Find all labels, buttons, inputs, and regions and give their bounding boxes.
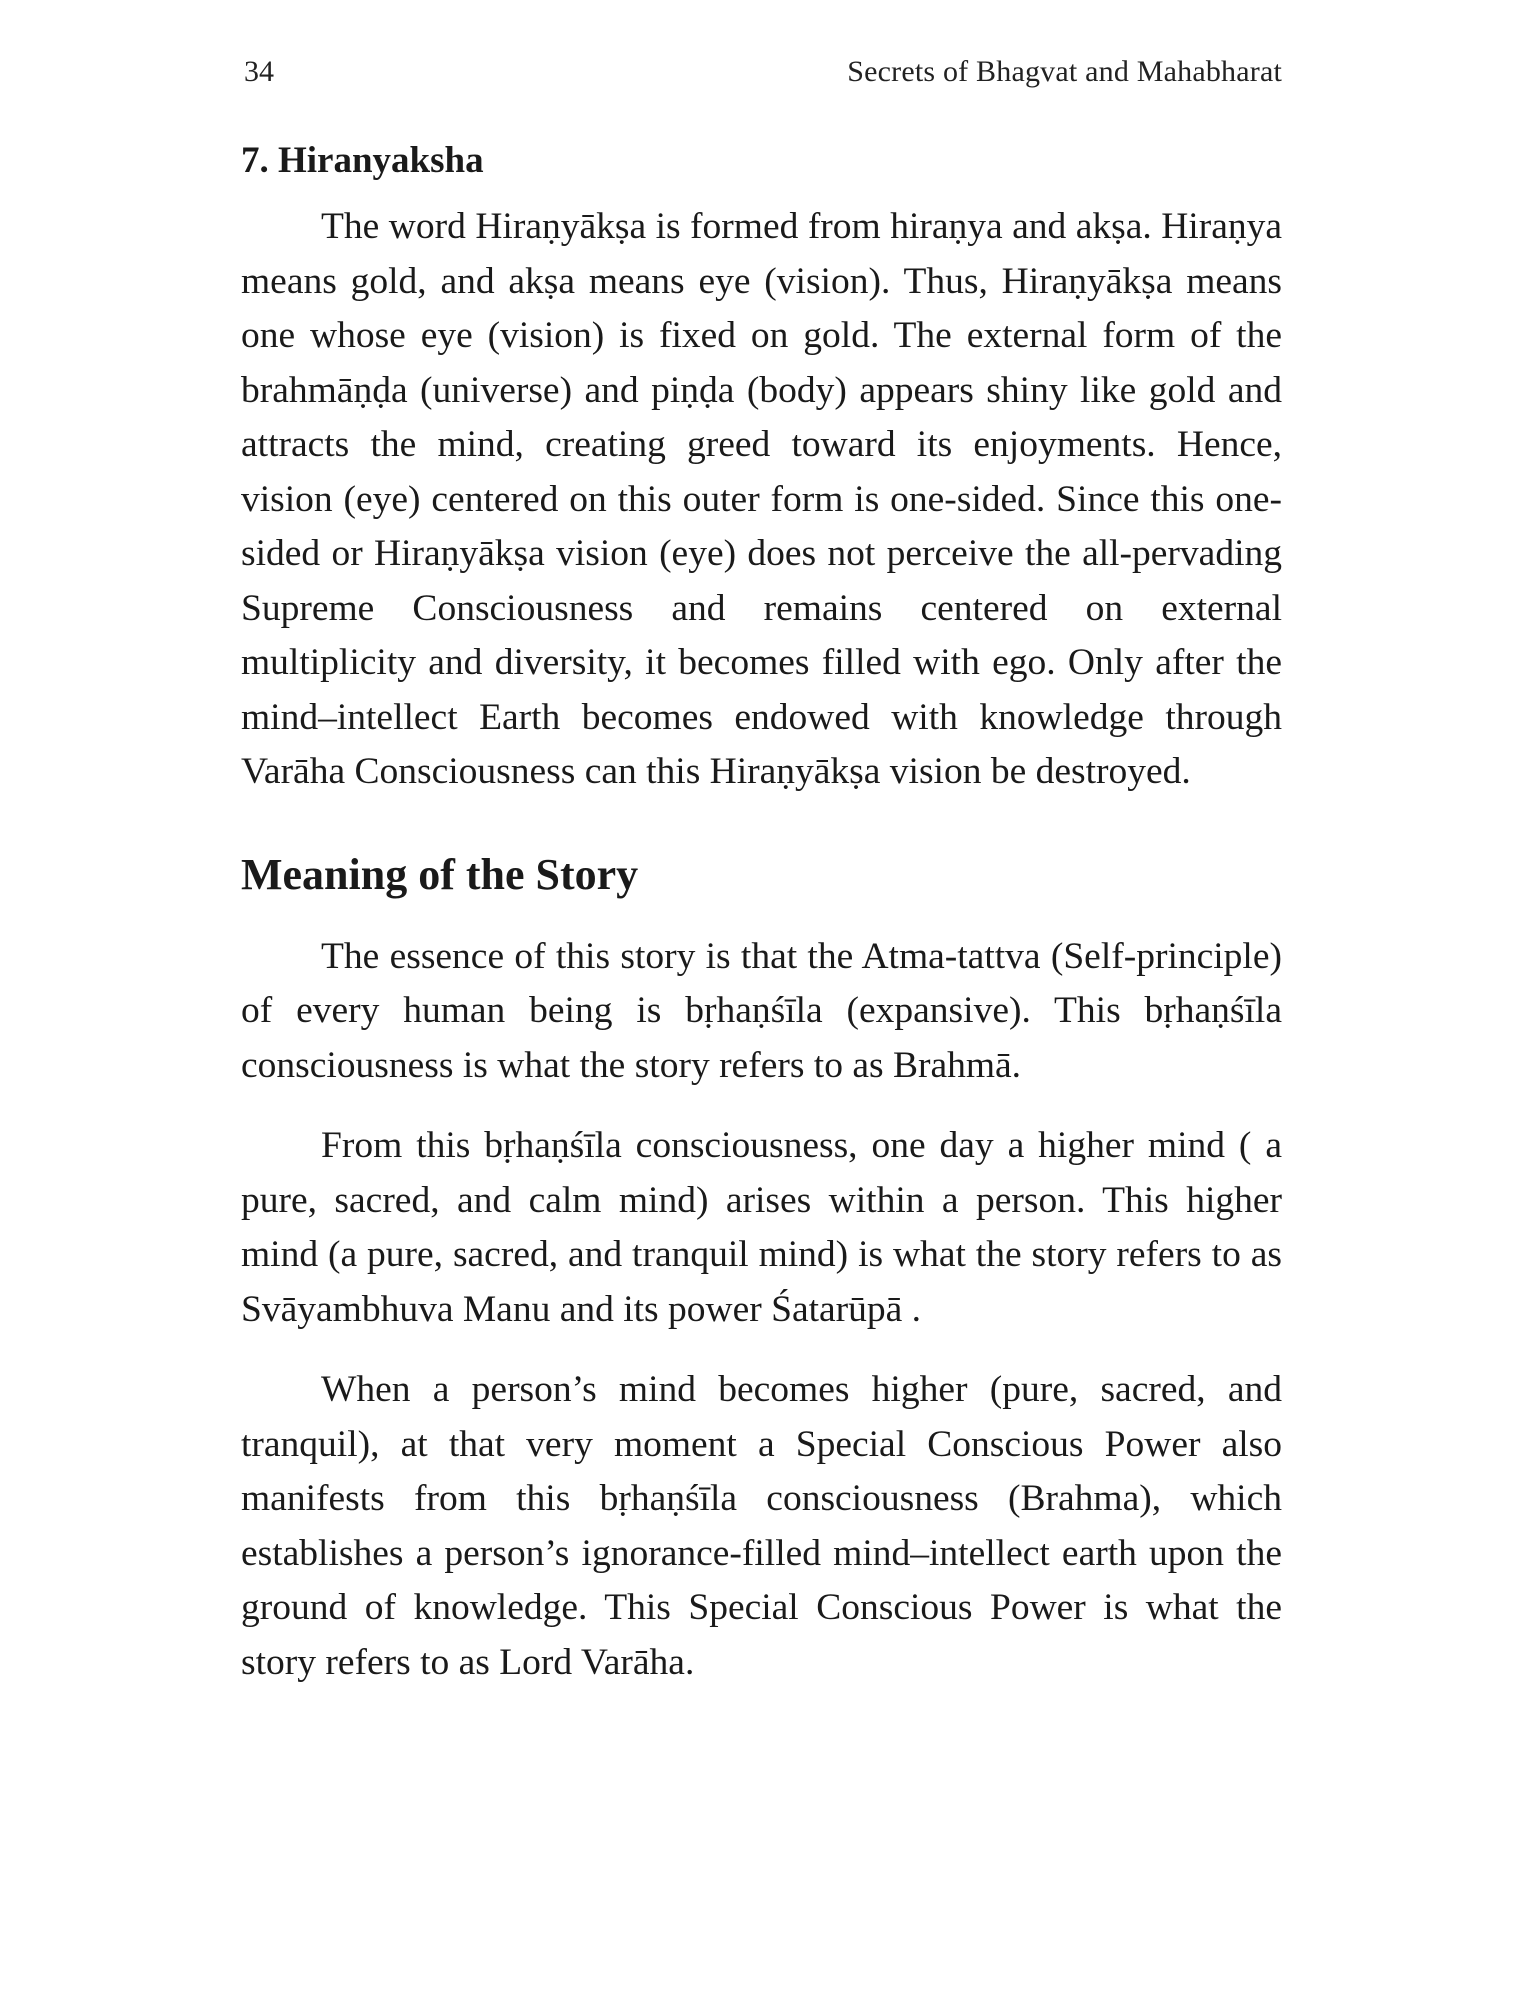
running-header: [244, 50, 1282, 94]
page-number: 34: [244, 55, 274, 88]
section-heading-meaning-of-the-story: Meaning of the Story: [241, 849, 639, 899]
paragraph-special-conscious-power: When a person’s mind becomes higher (pure, sacred, and tranquil), at that very moment a Special Conscious Power also manifests from this bṛhaṇśīla consciousness (Brahma), which establishes a person’s ignorance-filled mind–intellect earth upon the ground of knowledge. This Special Conscious Power is what the story refers to as Lord Varāha.: [241, 1369, 1282, 1683]
page-body: [241, 128, 1282, 1690]
paragraph-essence: The essence of this story is that the Atma-tattva (Self-principle) of every human being is bṛhaṇśīla (expansive). This bṛhaṇśīla consciousness is what the story refers to as Brahmā.: [241, 935, 1282, 1086]
paragraph-higher-mind: From this bṛhaṇśīla consciousness, one day a higher mind ( a pure, sacred, and calm mind) arises within a person. This higher mind (a pure, sacred, and tranquil mind) is what the story refers to as Svāyambhuva Manu and its power Śatarūpā .: [241, 1125, 1282, 1330]
paragraph-hiranyaksha: The word Hiraṇyākṣa is formed from hiraṇya and akṣa. Hiraṇya means gold, and akṣa means eye (vision). Thus, Hiraṇyākṣa means one whose eye (vision) is fixed on gold. The external form of the brahmāṇḍa (universe) and piṇḍa (body) appears shiny like gold and attracts the mind, creating greed toward its enjoyments. Hence, vision (eye) centered on this outer form is one-sided. Since this one-sided or Hiraṇyākṣa vision (eye) does not perceive the all-pervading Supreme Consciousness and remains centered on external multiplicity and diversity, it becomes filled with ego. Only after the mind–intellect Earth becomes endowed with knowledge through Varāha Consciousness can this Hiraṇyākṣa vision be destroyed.: [241, 206, 1282, 792]
section-heading-hiranyaksha: 7. Hiranyaksha: [241, 140, 484, 181]
book-title: Secrets of Bhagvat and Mahabharat: [847, 55, 1282, 88]
